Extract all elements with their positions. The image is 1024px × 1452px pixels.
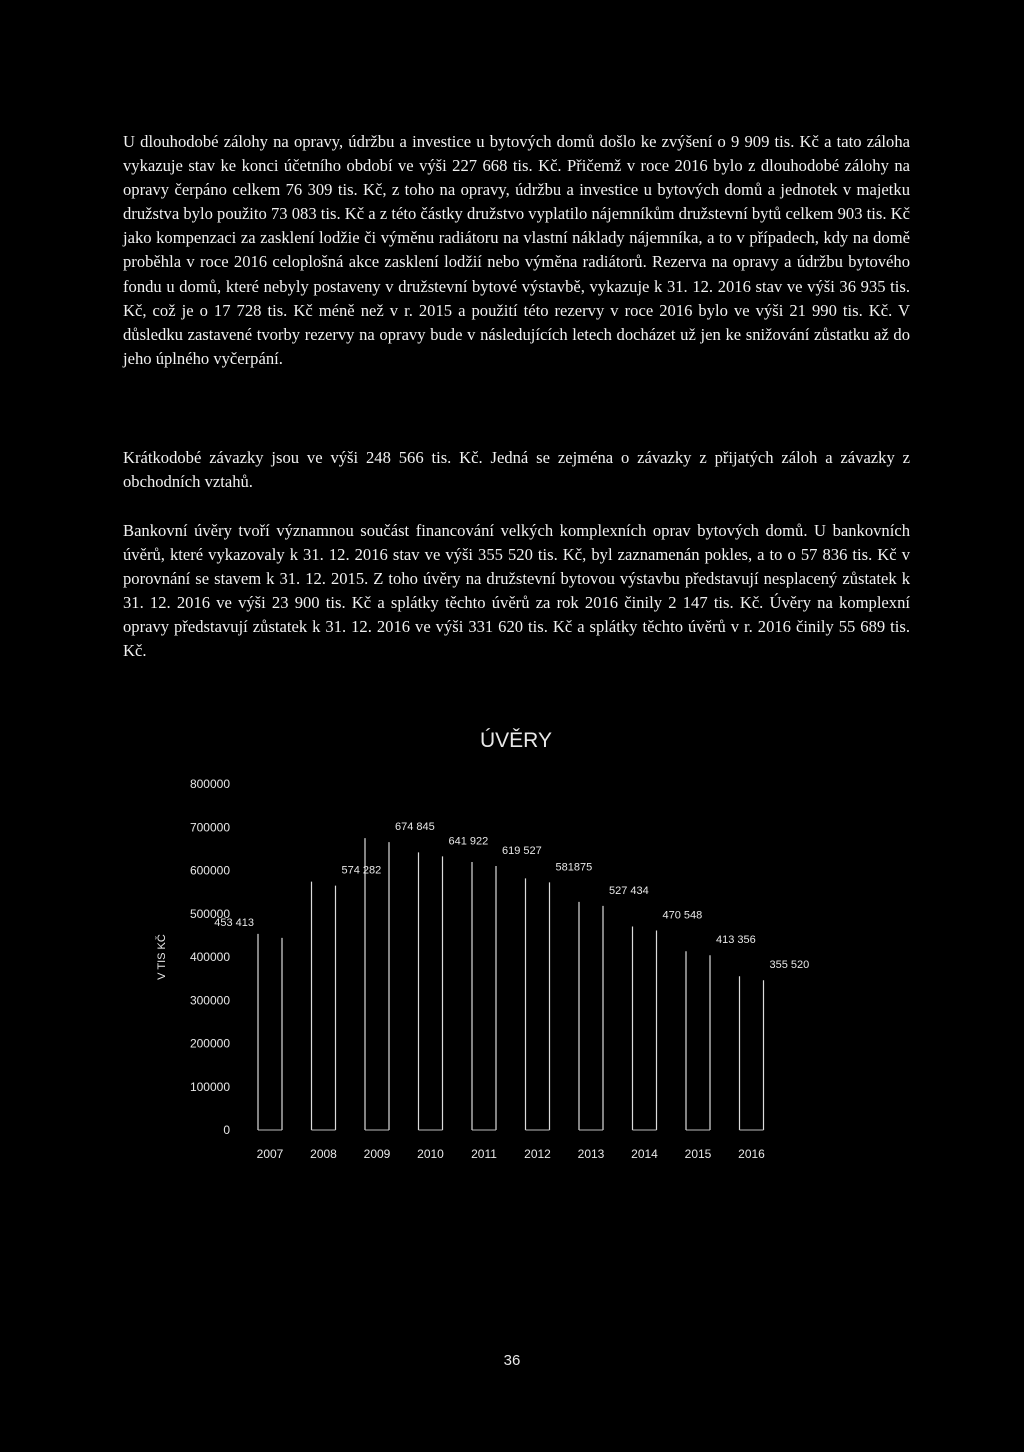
y-tick-label: 200000	[189, 1036, 230, 1051]
x-tick-label: 2015	[684, 1147, 712, 1161]
chart-y-axis-label: V TIS KČ	[156, 934, 168, 980]
y-tick-label: 100000	[189, 1079, 230, 1094]
x-tick-label: 2009	[363, 1147, 391, 1161]
x-axis-ticks	[257, 1147, 766, 1161]
y-tick-label: 400000	[189, 950, 230, 964]
bar	[365, 838, 389, 1130]
bar	[472, 862, 496, 1130]
value-label: 581875	[555, 861, 593, 874]
bar	[526, 878, 550, 1130]
y-tick-label: 600000	[189, 863, 230, 878]
x-tick-label: 2011	[471, 1147, 497, 1161]
y-tick-label: 0	[223, 1123, 230, 1137]
value-label: 527 434	[609, 884, 649, 897]
value-label: 470 548	[662, 909, 703, 922]
value-label: 453 413	[214, 916, 254, 929]
x-tick-label: 2010	[417, 1147, 444, 1161]
bar	[579, 902, 603, 1130]
x-tick-label: 2014	[631, 1147, 658, 1161]
y-tick-label: 300000	[189, 993, 230, 1008]
y-tick-label: 800000	[189, 777, 230, 791]
x-tick-label: 2012	[524, 1147, 551, 1161]
bar	[686, 951, 710, 1130]
x-tick-label: 2016	[738, 1147, 765, 1161]
value-label: 355 520	[769, 959, 810, 972]
bar	[419, 852, 443, 1130]
bar	[740, 976, 764, 1130]
paragraph-reserves: U dlouhodobé zálohy na opravy, údržbu a investice u bytových domů došlo ke zvýšení o 9 909 tis. Kč a tato záloha vykazuje stav ke konci účetního období ve výši 227 668 tis. Kč. Přičemž v roce 2016 bylo z dlouhodobé zálohy na opravy čerpáno celkem 76 309 tis. Kč, z toho na opravy, údržbu a investice u bytových domů a jednotek v majetku družstva bylo použito 73 083 tis. Kč a z této částky družstvo vyplatilo nájemníkům družstevní bytů celkem 903 tis. Kč jako kompenzaci za zasklení lodžie či výměnu radiátoru na vlastní náklady nájemníka, a to v případech, kdy na domě proběhla v roce 2016 celoplošná akce zasklení lodžií nebo výměna radiátorů. Rezerva na opravy a údržbu bytového fondu u domů, které nebyly postaveny v družstevní bytové výstavbě, vykazuje k 31. 12. 2016 stav ve výši 36 935 tis. Kč, což je o 17 728 tis. Kč méně než v r. 2015 a použití této rezervy v roce 2016 bylo ve výši 21 990 tis. Kč. V důsledku zastavené tvorby rezervy na opravy bude v následujících letech docházet už jen ke snižování zůstatku až do jeho úplného vyčerpání.	[123, 132, 910, 368]
value-label: 674 845	[395, 821, 435, 834]
value-label: 641 922	[448, 835, 489, 848]
x-tick-label: 2008	[310, 1147, 337, 1161]
value-label: 574 282	[341, 864, 382, 877]
bars-group	[258, 838, 764, 1130]
value-label: 619 527	[502, 845, 542, 858]
chart-title: ÚVĚRY	[480, 729, 552, 752]
paragraph-bank-loans: Bankovní úvěry tvoří významnou součást financování velkých komplexních oprav bytových domů. U bankovních úvěrů, které vykazovaly k 31. 12. 2016 stav ve výši 355 520 tis. Kč, byl zaznamenán pokles, a to o 57 836 tis. Kč v porovnání se stavem k 31. 12. 2015. Z toho úvěry na družstevní bytovou výstavbu představují nesplacený zůstatek k 31. 12. 2016 ve výši 23 900 tis. Kč a splátky těchto úvěrů za rok 2016 činily 2 147 tis. Kč. Úvěry na komplexní opravy představují zůstatek k 31. 12. 2016 ve výši 331 620 tis. Kč a splátky těchto úvěrů v r. 2016 činily 55 689 tis. Kč.	[123, 521, 910, 661]
paragraph-short-term-liabilities: Krátkodobé závazky jsou ve výši 248 566 tis. Kč. Jedná se zejména o závazky z přijatých záloh a závazky z obchodních vztahů.	[123, 448, 910, 492]
bar	[312, 882, 336, 1130]
bar	[633, 926, 657, 1130]
y-axis-ticks	[190, 777, 230, 1137]
x-tick-label: 2013	[577, 1147, 605, 1161]
bar	[258, 934, 282, 1130]
y-tick-label: 500000	[189, 906, 230, 921]
page-number: 36	[503, 1352, 521, 1369]
value-label: 413 356	[716, 934, 756, 947]
y-tick-label: 700000	[189, 820, 230, 835]
x-tick-label: 2007	[256, 1147, 284, 1161]
value-labels	[214, 821, 809, 971]
